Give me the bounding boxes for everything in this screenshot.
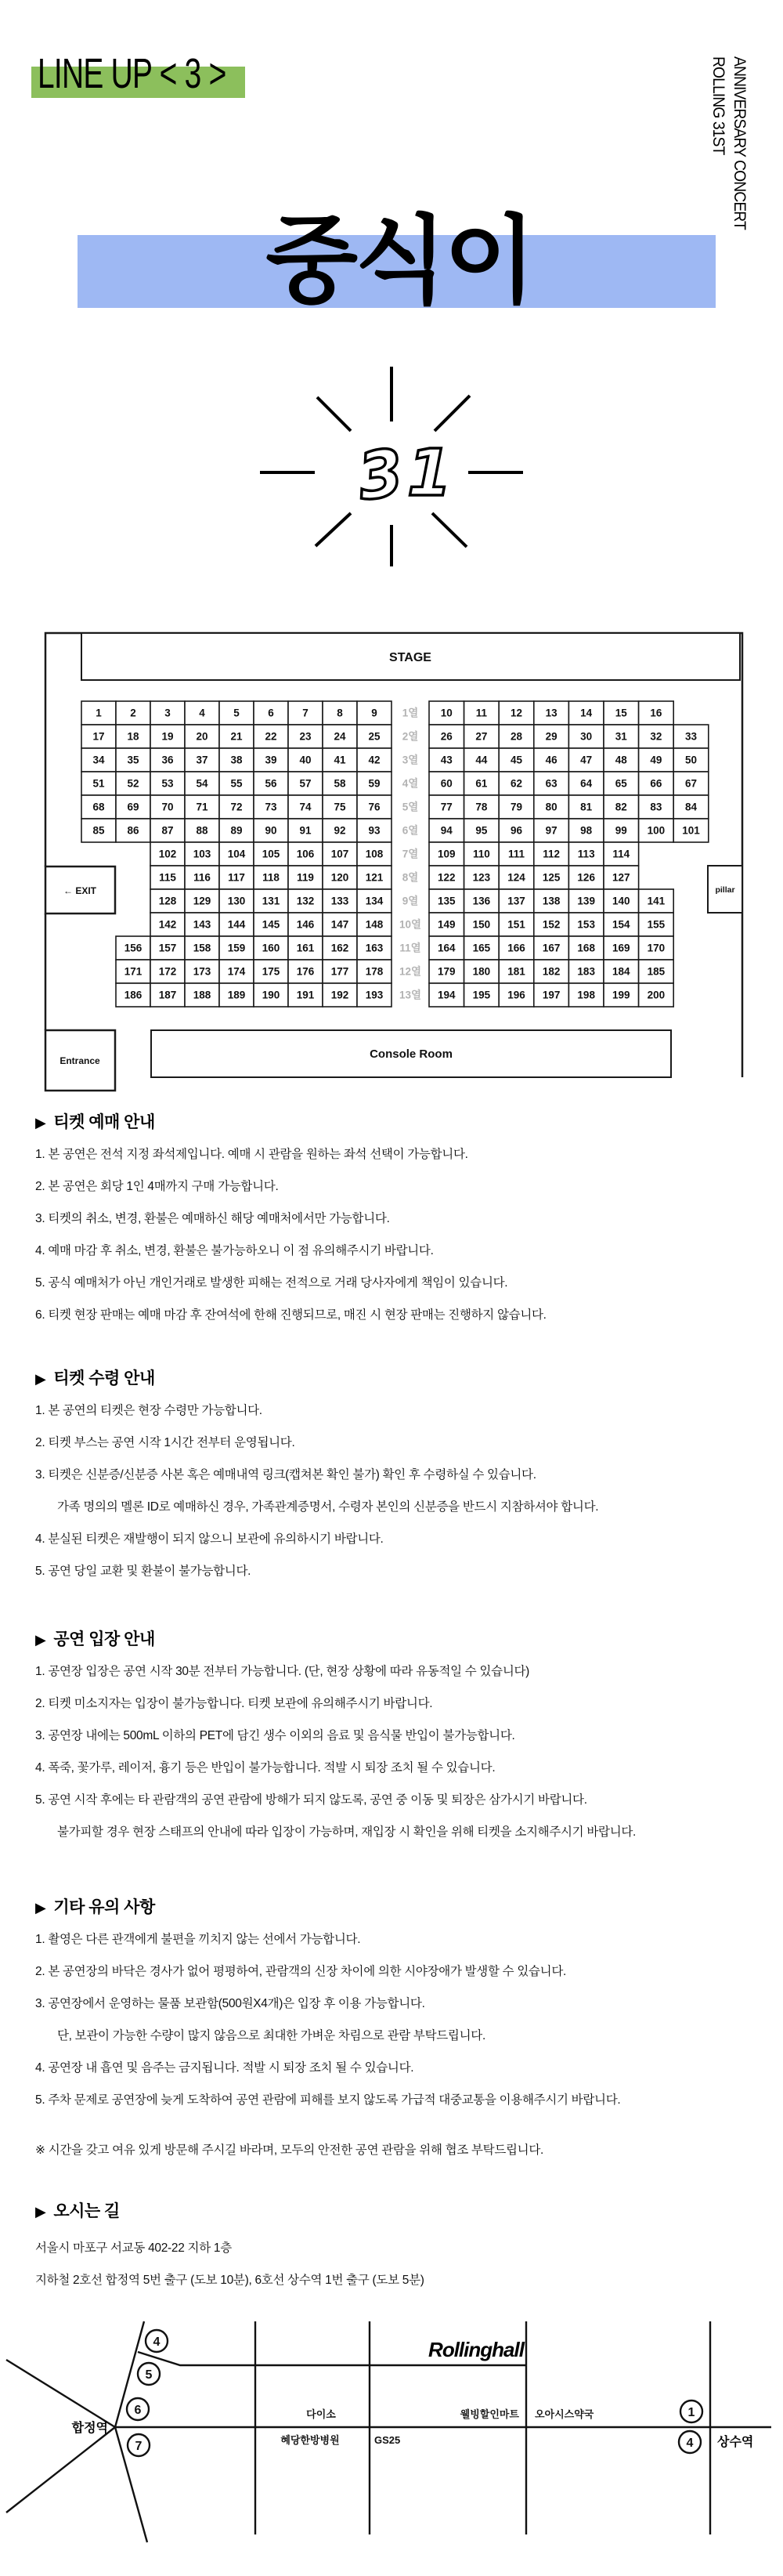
seat-number: 188 [193,989,211,1001]
row-label: 2열 [402,730,419,743]
seat-number: 152 [542,918,561,931]
seat-number: 176 [296,965,315,978]
seat-number: 196 [507,989,525,1001]
seat-number: 126 [577,871,595,884]
seat-number: 161 [296,942,315,954]
ray-ne [435,396,470,431]
venue-address: 서울시 마포구 서교동 402-22 지하 1층 [35,2241,232,2255]
seat-number: 168 [577,942,595,954]
seat-number: 17 [92,730,105,743]
seat-number: 150 [472,918,491,931]
info-line: 4. 예매 마감 후 취소, 변경, 환불은 불가능하오니 이 점 유의해주시기 바랍니다. [35,1244,434,1257]
seat-number: 115 [159,871,176,884]
console-room-label: Console Room [370,1047,453,1061]
seat-number: 180 [472,965,491,978]
seat-number: 140 [612,895,630,907]
ray-se [432,513,467,547]
seat-number: 65 [615,777,627,790]
seat-number: 102 [158,848,177,860]
seat-grid [81,701,709,1007]
seat-number: 54 [196,777,208,790]
seat-number: 145 [262,918,280,931]
seat-number: 123 [472,871,491,884]
seat-number: 92 [334,824,346,837]
row-label: 4열 [402,777,419,790]
exit-7-number: 7 [135,2440,143,2453]
seat-number: 141 [647,895,666,907]
seat-number: 136 [472,895,491,907]
place-hospital: 혜당한방병원 [280,2434,340,2446]
seat-number: 113 [577,848,595,860]
info-line: 3. 공연장 내에는 500mL 이하의 PET에 담긴 생수 이외의 음료 및 음식물 반입이 불가능합니다. [35,1729,515,1742]
seat-number: 55 [230,777,243,790]
seat-number: 62 [510,777,523,790]
seat-number: 36 [161,754,174,766]
seat-number: 129 [193,895,211,907]
exit-6-number: 6 [134,2404,142,2417]
seat-number: 11 [475,707,488,719]
seat-number: 138 [542,895,561,907]
ray-sw [316,513,351,546]
pillar-label: pillar [715,885,735,895]
exit-1-number: 1 [687,2406,695,2419]
seat-number: 162 [330,942,349,954]
seat-number: 29 [545,730,557,743]
seat-number: 128 [158,895,177,907]
row-label: 9열 [402,895,419,907]
seat-number: 34 [92,754,105,766]
seat-number: 200 [647,989,666,1001]
vertical-title-line2: ROLLING 31ST [709,56,727,155]
seat-number: 47 [580,754,593,766]
seat-number: 76 [368,801,381,813]
seat-number: 125 [542,871,561,884]
seat-number: 69 [127,801,139,813]
seat-number: 194 [438,989,456,1001]
seat-number: 185 [647,965,666,978]
ray-nw [317,397,351,431]
seat-number: 13 [545,707,557,719]
seat-number: 164 [438,942,456,954]
safety-notice: ※ 시간을 갖고 여유 있게 방문해 주시길 바라며, 모두의 안전한 공연 관람을 위해 협조 부탁드립니다. [35,2144,544,2157]
seat-number: 77 [440,801,453,813]
seat-number: 85 [92,824,105,837]
seat-number: 75 [334,801,346,813]
subway-directions: 지하철 2호선 합정역 5번 출구 (도보 10분), 6호선 상수역 1번 출구 (도보 5분) [35,2274,424,2287]
seat-number: 37 [196,754,208,766]
seat-number: 3 [164,707,171,719]
row-label: 3열 [402,754,419,766]
seat-number: 167 [542,942,561,954]
seat-number: 148 [365,918,384,931]
seat-number: 72 [230,801,243,813]
seat-number: 134 [365,895,384,907]
venue-label: Rollinghall [428,2338,524,2361]
seat-number: 89 [230,824,243,837]
seat-number: 130 [227,895,246,907]
seat-number: 15 [615,707,627,719]
seat-number: 178 [365,965,384,978]
seat-number: 151 [507,918,525,931]
seat-number: 166 [507,942,525,954]
seat-number: 173 [193,965,211,978]
row-label: 11열 [399,942,421,954]
seat-number: 122 [438,871,456,884]
seat-number: 4 [199,707,205,719]
seat-number: 187 [158,989,177,1001]
exit-label: ← EXIT [63,885,97,896]
seat-number: 198 [577,989,595,1001]
seat-number: 95 [475,824,488,837]
seat-number: 79 [510,801,523,813]
seat-number: 131 [262,895,280,907]
info-line: 4. 폭죽, 꽃가루, 레이저, 흉기 등은 반입이 불가능합니다. 적발 시 퇴장 조치 될 수 있습니다. [35,1761,496,1775]
seat-number: 127 [612,871,630,884]
seat-number: 114 [612,848,630,860]
info-line: 5. 주차 문제로 공연장에 늦게 도착하여 공연 관람에 피해를 보지 않도록 가급적 대중교통을 이용해주시기 바랍니다. [35,2093,621,2107]
seat-number: 64 [580,777,593,790]
seat-number: 101 [682,824,700,837]
seat-number: 22 [265,730,277,743]
location-map [0,2311,783,2576]
seat-number: 135 [438,895,456,907]
seat-number: 163 [365,942,384,954]
section-marker-icon: ▶ [35,1632,46,1648]
seat-number: 91 [299,824,312,837]
artist-name: 중식이 [265,208,533,314]
exit-5-number: 5 [145,2368,153,2382]
seat-number: 159 [227,942,246,954]
row-label: 10열 [399,918,422,931]
seat-number: 78 [475,801,488,813]
place-daiso: 다이소 [306,2408,336,2420]
row-label: 5열 [402,801,419,813]
info-line: 2. 티켓 미소지자는 입장이 불가능합니다. 티켓 보관에 유의해주시기 바랍니다. [35,1697,433,1710]
seat-number: 53 [161,777,174,790]
seat-number: 58 [334,777,346,790]
seat-number: 158 [193,942,211,954]
seat-number: 45 [510,754,523,766]
seat-number: 80 [545,801,557,813]
info-line: 5. 공연 당일 교환 및 환불이 불가능합니다. [35,1565,251,1578]
seat-number: 40 [299,754,312,766]
logo-digit-1: 1 [407,436,453,511]
seat-number: 5 [233,707,240,719]
seat-number: 19 [161,730,174,743]
seat-number: 56 [265,777,277,790]
seat-number: 183 [577,965,595,978]
seat-number: 21 [230,730,243,743]
seat-number: 73 [265,801,277,813]
info-line: 2. 본 공연은 회당 1인 4매까지 구매 가능합니다. [35,1180,279,1193]
anniversary-31-logo [258,353,525,572]
seat-number: 186 [124,989,143,1001]
seat-number: 124 [507,871,525,884]
seat-number: 107 [330,848,349,860]
seat-number: 104 [227,848,246,860]
seat-number: 177 [330,965,349,978]
seat-number: 74 [299,801,312,813]
seat-number: 10 [440,707,453,719]
row-label: 13열 [399,989,422,1001]
seat-number: 116 [193,871,211,884]
section-ticket-booking [35,1111,763,1340]
seat-number: 50 [684,754,698,766]
seat-number: 139 [577,895,595,907]
seat-number: 87 [161,824,174,837]
entrance-label: Entrance [60,1055,100,1066]
seat-number: 48 [615,754,627,766]
seat-number: 67 [684,777,698,790]
seat-number: 112 [543,848,560,860]
seat-number: 12 [510,707,523,719]
seat-number: 132 [296,895,315,907]
seat-number: 66 [650,777,662,790]
seat-number: 133 [330,895,349,907]
seat-number: 82 [615,801,627,813]
seat-number: 154 [612,918,630,931]
seat-number: 71 [196,801,208,813]
info-line: 불가피할 경우 현장 스태프의 안내에 따라 입장이 가능하며, 재입장 시 확인을 위해 티켓을 소지해주시기 바랍니다. [57,1825,637,1839]
seat-number: 165 [472,942,491,954]
seat-number: 9 [371,707,377,719]
seat-number: 38 [230,754,243,766]
seat-number: 98 [580,824,593,837]
row-label: 6열 [402,824,419,837]
seat-number: 81 [580,801,593,813]
seat-number: 43 [440,754,453,766]
seat-number: 59 [368,777,381,790]
seat-number: 181 [507,965,525,978]
seat-number: 117 [228,871,245,884]
seat-number: 28 [510,730,523,743]
seat-number: 51 [92,777,105,790]
seat-number: 184 [612,965,630,978]
seat-number: 83 [650,801,662,813]
section-heading: ▶ 티켓 예매 안내 [35,1113,155,1131]
seat-number: 160 [262,942,280,954]
info-line: 4. 분실된 티켓은 재발행이 되지 않으니 보관에 유의하시기 바랍니다. [35,1532,384,1546]
seat-number: 84 [684,801,698,813]
seat-number: 197 [542,989,561,1001]
sangsu-station-label: 상수역 [717,2436,754,2449]
section-marker-icon: ▶ [35,1371,46,1387]
section-ticket-pickup [35,1367,763,1596]
info-line: 5. 공연 시작 후에는 타 관람객의 공연 관람에 방해가 되지 않도록, 공연 중 이동 및 퇴장은 삼가시기 바랍니다. [35,1793,587,1807]
seat-number: 153 [577,918,595,931]
seat-number: 7 [302,707,309,719]
seat-number: 52 [127,777,139,790]
seat-number: 119 [297,871,314,884]
seat-number: 63 [545,777,557,790]
seat-number: 172 [158,965,177,978]
info-line: 6. 티켓 현장 판매는 예매 마감 후 잔여석에 한해 진행되므로, 매진 시 현장 판매는 진행하지 않습니다. [35,1308,547,1322]
section-heading: ▶ 공연 입장 안내 [35,1630,155,1648]
seat-number: 174 [227,965,246,978]
seat-number: 143 [193,918,211,931]
seat-number: 175 [262,965,280,978]
seat-number: 147 [330,918,349,931]
seating-chart [0,627,783,1101]
info-line: 3. 티켓은 신분증/신분증 사본 혹은 예매내역 링크(캡쳐본 확인 불가) 확인 후 수령하실 수 있습니다. [35,1468,536,1482]
seat-number: 42 [368,754,381,766]
info-line: 4. 공연장 내 흡연 및 음주는 금지됩니다. 적발 시 퇴장 조치 될 수 있습니다. [35,2061,414,2075]
seat-number: 195 [472,989,491,1001]
seat-number: 171 [124,965,143,978]
logo-digit-3: 3 [353,435,408,516]
info-line: 가족 명의의 멜론 ID로 예매하신 경우, 가족관계증명서, 수령자 본인의 신분증을 반드시 지참하셔야 합니다. [57,1500,599,1514]
info-line: 1. 본 공연의 티켓은 현장 수령만 가능합니다. [35,1404,262,1417]
info-line: 5. 공식 예매처가 아닌 개인거래로 발생한 피해는 전적으로 거래 당사자에게 책임이 있습니다. [35,1276,508,1290]
seat-number: 23 [299,730,312,743]
seat-number: 149 [438,918,456,931]
place-gs25: GS25 [374,2434,401,2446]
seat-number: 32 [650,730,662,743]
seat-number: 189 [227,989,246,1001]
info-line: 2. 티켓 부스는 공연 시작 1시간 전부터 운영됩니다. [35,1436,295,1449]
row-label: 12열 [399,965,422,978]
road-nw-diagonal [6,2360,115,2427]
seat-number: 46 [545,754,557,766]
row-label: 8열 [402,871,419,884]
seat-number: 193 [365,989,384,1001]
seat-number: 68 [92,801,105,813]
place-mart: 웰빙할인마트 [460,2408,519,2420]
seat-number: 31 [615,730,627,743]
info-line: 1. 촬영은 다른 관객에게 불편을 끼치지 않는 선에서 가능합니다. [35,1933,361,1946]
seat-number: 96 [510,824,523,837]
info-line: 3. 공연장에서 운영하는 물품 보관함(500원X4개)은 입장 후 이용 가능합니다. [35,1997,425,2010]
seat-number: 44 [475,754,488,766]
seat-number: 108 [365,848,384,860]
seat-number: 93 [368,824,381,837]
seat-number: 121 [365,871,384,884]
seat-number: 30 [580,730,593,743]
seat-number: 88 [196,824,208,837]
seat-number: 20 [196,730,208,743]
seat-number: 179 [438,965,456,978]
row-label: 1열 [402,707,419,719]
seat-number: 6 [268,707,274,719]
seat-number: 57 [299,777,312,790]
seat-number: 90 [265,824,277,837]
seat-number: 1 [96,707,102,719]
seat-number: 109 [438,848,456,860]
seat-number: 182 [542,965,561,978]
section-marker-icon: ▶ [35,1115,46,1131]
seat-number: 110 [473,848,490,860]
stage-label: STAGE [389,651,431,664]
seat-number: 156 [124,942,143,954]
seat-number: 16 [650,707,662,719]
seat-number: 24 [334,730,346,743]
section-other-notes [35,1896,763,2125]
seat-number: 61 [475,777,488,790]
artist-banner [0,208,783,315]
section-marker-icon: ▶ [35,1900,46,1916]
seat-number: 142 [158,918,177,931]
seat-number: 99 [615,824,627,837]
seat-number: 41 [334,754,346,766]
seat-number: 2 [130,707,136,719]
seat-number: 111 [507,848,525,860]
seat-number: 199 [612,989,630,1001]
info-line: 3. 티켓의 취소, 변경, 환불은 예매하신 해당 예매처에서만 가능합니다. [35,1212,390,1225]
seat-number: 106 [296,848,315,860]
seat-number: 157 [158,942,177,954]
seat-number: 192 [330,989,349,1001]
seat-number: 100 [647,824,666,837]
seat-number: 26 [440,730,453,743]
road-sw-diagonal [6,2427,115,2513]
seat-number: 191 [296,989,315,1001]
section-heading: ▶ 티켓 수령 안내 [35,1369,155,1387]
info-line: 1. 본 공연은 전석 지정 좌석제입니다. 예매 시 관람을 원하는 좌석 선택이 가능합니다. [35,1148,468,1161]
section-heading: ▶ 기타 유의 사항 [35,1898,155,1916]
row-label: 7열 [402,848,419,860]
seat-number: 49 [650,754,662,766]
info-line: 1. 공연장 입장은 공연 시작 30분 전부터 가능합니다. (단, 현장 상황에 따라 유동적일 수 있습니다) [35,1665,530,1678]
seat-number: 27 [475,730,488,743]
seat-number: 86 [127,824,139,837]
seat-number: 94 [440,824,453,837]
seat-number: 137 [507,895,525,907]
exit-4-number: 4 [153,2335,161,2349]
section-directions [35,2200,763,2305]
lineup-label: LINE UP < 3 > [38,50,226,97]
seat-number: 97 [545,824,557,837]
seat-number: 190 [262,989,280,1001]
seat-number: 144 [227,918,246,931]
seat-number: 103 [193,848,211,860]
info-line: 2. 본 공연장의 바닥은 경사가 없어 평평하여, 관람객의 신장 차이에 의한 시야장애가 발생할 수 있습니다. [35,1965,567,1978]
section-heading: ▶ 오시는 길 [35,2202,120,2220]
vertical-title-line1: ANNIVERSARY CONCERT [731,56,749,230]
hapjeong-station-label: 합정역 [71,2422,108,2435]
seat-number: 170 [647,942,666,954]
seat-number: 169 [612,942,630,954]
seat-number: 35 [127,754,139,766]
section-entry-guide [35,1628,763,1857]
seat-number: 118 [262,871,280,884]
seat-number: 60 [440,777,453,790]
section-marker-icon: ▶ [35,2204,46,2220]
place-pharmacy: 오아시스약국 [535,2408,594,2420]
seat-number: 120 [330,871,349,884]
exit-4b-number: 4 [686,2437,694,2450]
seat-number: 25 [368,730,381,743]
info-line: 단, 보관이 가능한 수량이 많지 않음으로 최대한 가벼운 차림으로 관람 부탁드립니다. [57,2029,485,2042]
seat-number: 33 [684,730,698,743]
seat-number: 70 [161,801,174,813]
seat-number: 105 [262,848,280,860]
seat-number: 155 [647,918,666,931]
road-vertical-hapjeong [115,2321,147,2542]
seat-number: 8 [337,707,343,719]
seat-number: 39 [265,754,277,766]
seat-number: 18 [127,730,139,743]
seat-number: 146 [296,918,315,931]
seat-number: 14 [580,707,593,719]
